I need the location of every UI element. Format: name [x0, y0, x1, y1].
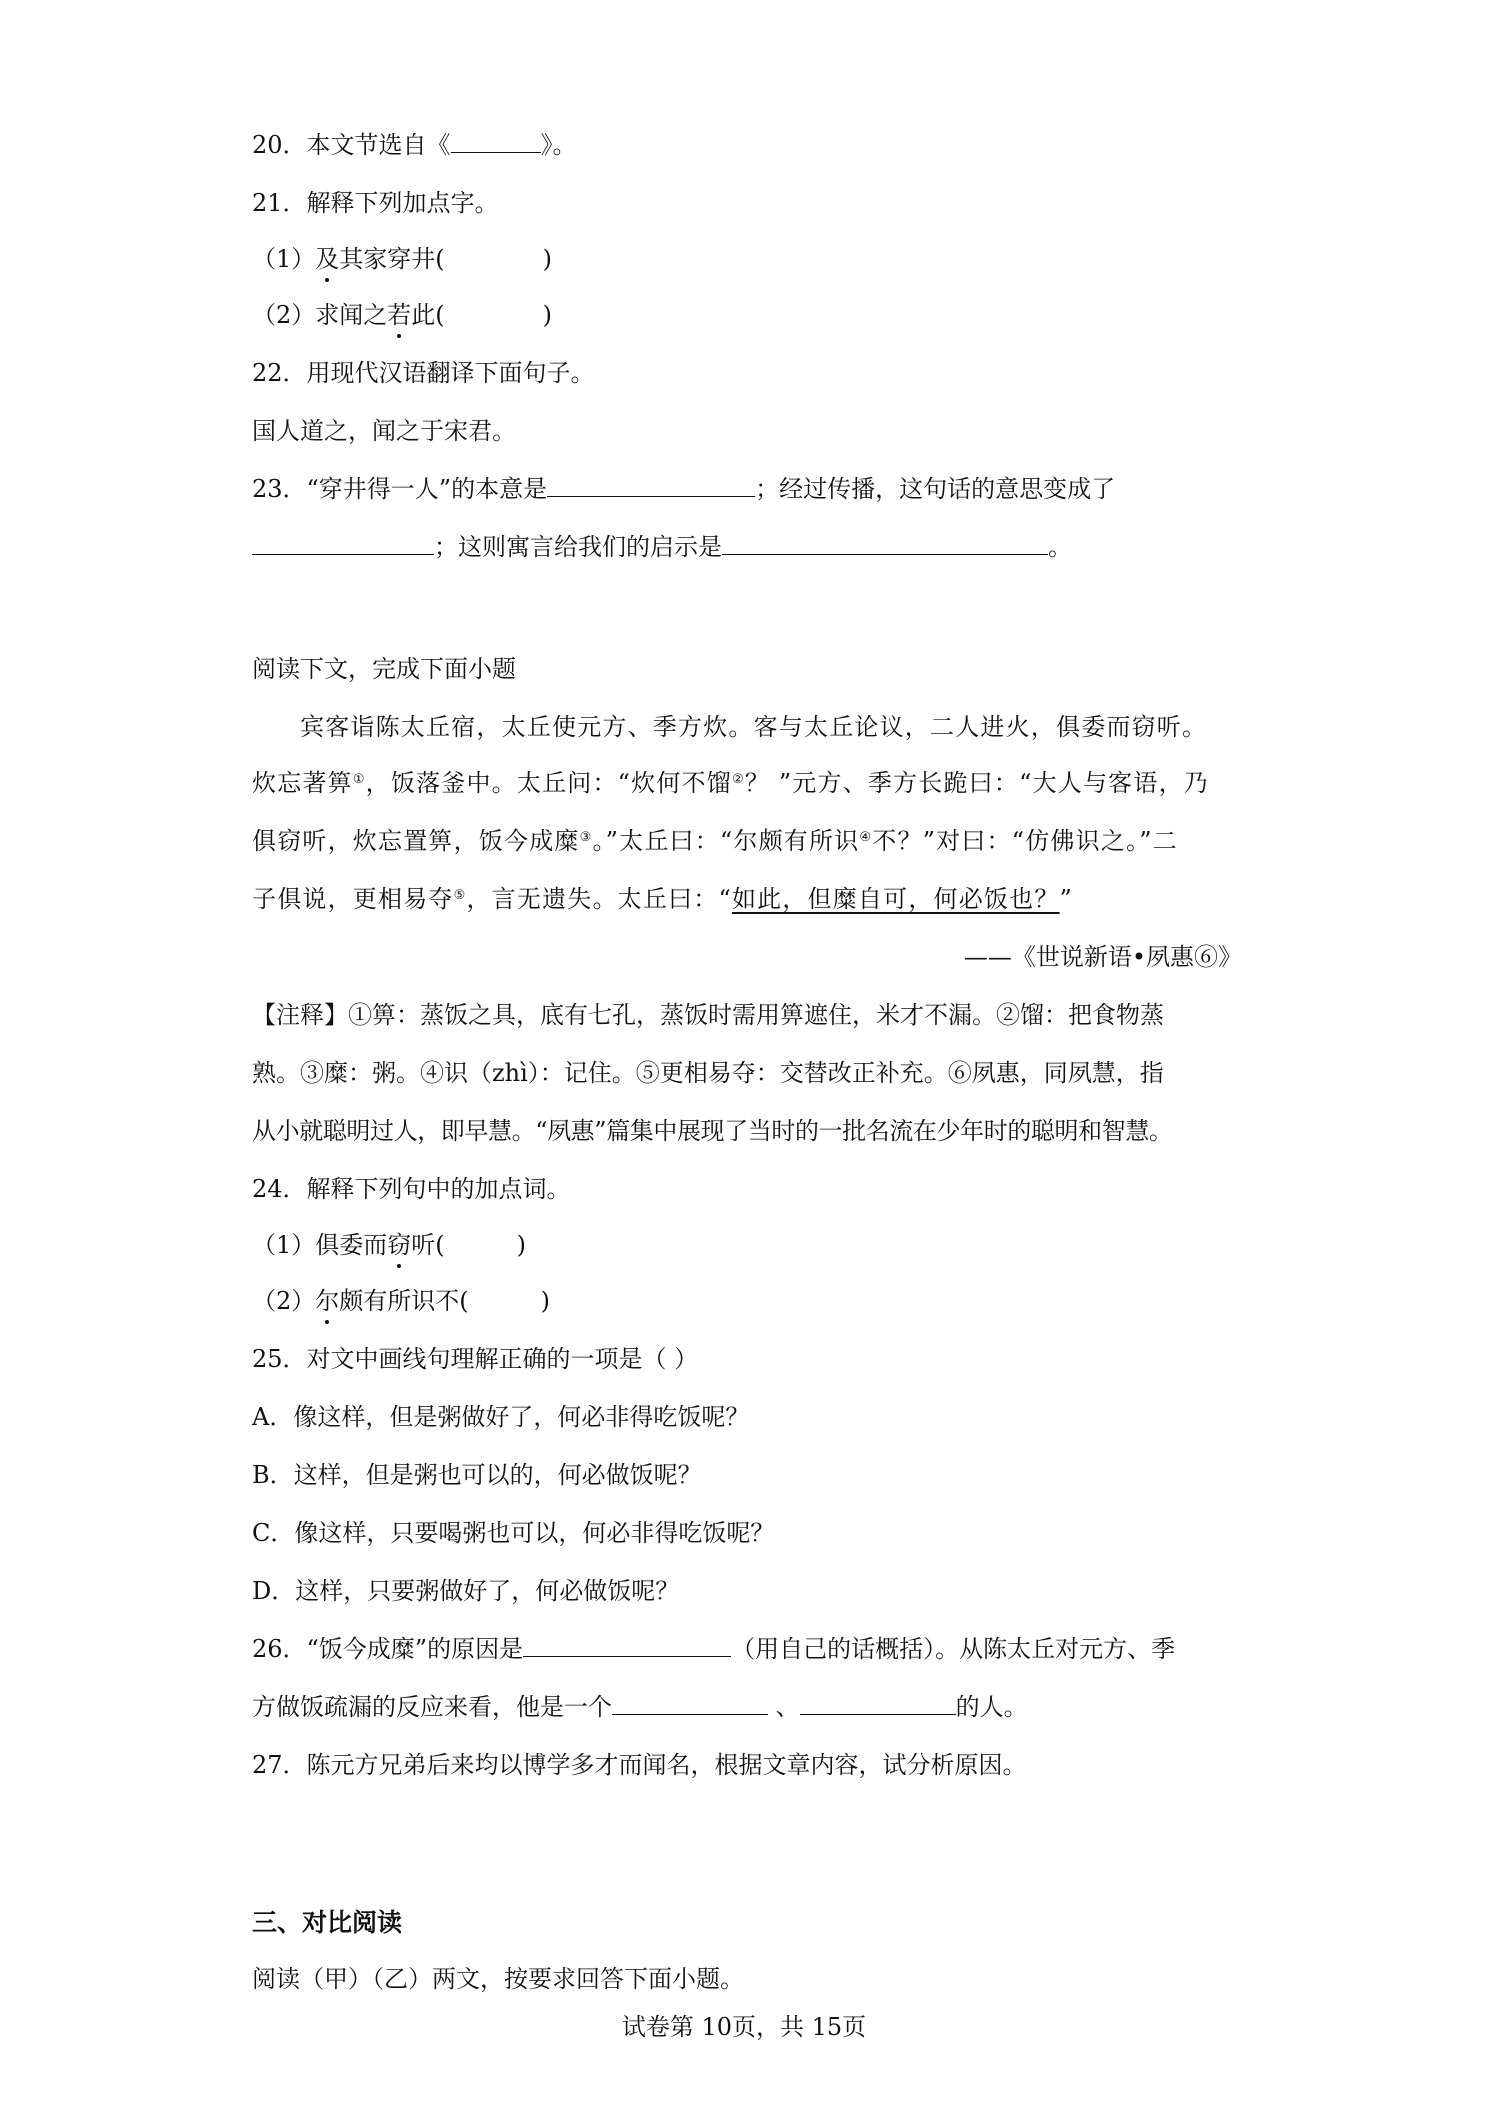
- passage-source: ——《世说新语•夙惠⑥》: [963, 943, 1242, 971]
- question-27: 27．陈元方兄弟后来均以博学多才而闻名，根据文章内容，试分析原因。: [252, 1751, 1027, 1779]
- item-text-end: 此(: [411, 301, 445, 329]
- item-text: 其家穿井(: [339, 245, 445, 273]
- passage-text: ，饭落釜中。太丘问：“炊何不馏: [365, 769, 732, 797]
- q26-text-3: 方做饭疏漏的反应来看，他是一个: [252, 1693, 612, 1721]
- q23-text-end: 。: [1048, 533, 1072, 561]
- item-text: （2）求闻之: [252, 301, 388, 329]
- passage-text: ？ ”元方、季方长跪曰：“大人与客语，乃: [744, 769, 1209, 797]
- passage-line-1: 宾客诣陈太丘宿，太丘使元方、季方炊。客与太丘论议，二人进火，俱委而窃听。: [300, 713, 1208, 741]
- question-21-item-1: [252, 242, 1242, 276]
- annotation-line-2: 熟。③糜：粥。④识（zhì）：记住。⑤更相易夺：交替改正补充。⑥夙惠，同夙慧，指: [252, 1059, 1164, 1087]
- passage-text: 。”太丘曰：“尔颇有所识: [592, 827, 860, 855]
- question-22-title: 22．用现代汉语翻译下面句子。: [252, 359, 595, 387]
- q23-blank-2[interactable]: [252, 530, 434, 555]
- q26-text-end: 的人。: [955, 1693, 1028, 1721]
- q20-text: 20．本文节选自《: [252, 131, 451, 159]
- passage-text: ”: [1059, 885, 1074, 913]
- close-paren: ): [542, 301, 553, 329]
- option-c[interactable]: C．像这样，只要喝粥也可以，何必非得吃饭呢？: [252, 1519, 775, 1547]
- footnote-marker: ④: [859, 830, 873, 845]
- question-24-item-1: [252, 1228, 1242, 1262]
- dotted-char: 窃: [387, 1228, 411, 1262]
- option-a[interactable]: A．像这样，但是粥做好了，何必非得吃饭呢？: [252, 1403, 750, 1431]
- item-number: （1）: [252, 245, 316, 273]
- page-footer: 试卷第 10页，共 15页: [621, 2013, 867, 2041]
- annotation-line-1: 【注释】①箅：蒸饭之具，底有七孔，蒸饭时需用箅遮住，米才不漏。②馏：把食物蒸: [252, 1001, 1164, 1029]
- question-23-line-1: [252, 472, 1242, 506]
- section-heading: 三、对比阅读: [252, 1908, 403, 1937]
- question-21-item-2: [252, 298, 1242, 332]
- passage-text: 炊忘著箅: [252, 769, 353, 797]
- item-text: （1）俱委而: [252, 1231, 388, 1259]
- question-23-line-2: [252, 530, 1242, 564]
- underlined-sentence: 如此，但糜自可，何必饭也？: [731, 885, 1060, 913]
- close-paren: ): [516, 1231, 527, 1259]
- close-paren: ): [540, 1287, 551, 1315]
- close-paren: ): [542, 245, 553, 273]
- reading-intro: 阅读下文，完成下面小题: [252, 655, 516, 683]
- question-26-line-2: [252, 1690, 1242, 1724]
- q23-text: 23．“穿井得一人”的本意是: [252, 475, 548, 503]
- passage-text: 不？”对曰：“仿佛识之。”二: [872, 827, 1178, 855]
- item-number: （2）: [252, 1287, 316, 1315]
- section-intro: 阅读（甲）（乙）两文，按要求回答下面小题。: [252, 1965, 744, 1993]
- passage-line-4: [252, 882, 1242, 916]
- q26-blank-2[interactable]: [612, 1690, 768, 1715]
- question-25-title: 25．对文中画线句理解正确的一项是（ ）: [252, 1345, 699, 1373]
- q23-blank-1[interactable]: [547, 472, 755, 497]
- item-text-end: 颇有所识不(: [339, 1287, 469, 1315]
- option-b[interactable]: B．这样，但是粥也可以的，何必做饭呢？: [252, 1461, 702, 1489]
- q26-text-2: （用自己的话概括）。从陈太丘对元方、季: [731, 1635, 1176, 1663]
- dotted-char: 若: [387, 298, 411, 332]
- item-text-end: 听(: [411, 1231, 445, 1259]
- passage-line-2: [252, 766, 1242, 800]
- question-22-sentence: 国人道之，闻之于宋君。: [252, 417, 516, 445]
- footnote-marker: ③: [579, 830, 593, 845]
- dotted-char: 尔: [315, 1284, 339, 1318]
- q20-text-end: 》。: [540, 131, 577, 159]
- question-26-line-1: [252, 1632, 1242, 1666]
- passage-text: ，言无遗失。太丘曰：“: [466, 885, 732, 913]
- passage-text: 俱窃听，炊忘置箅，饭今成糜: [252, 827, 580, 855]
- passage-line-3: [252, 824, 1242, 858]
- option-d[interactable]: D．这样，只要粥做好了，何必做饭呢？: [252, 1577, 680, 1605]
- question-21-title: 21．解释下列加点字。: [252, 189, 499, 217]
- question-24-item-2: [252, 1284, 1242, 1318]
- passage-text: 子俱说，更相易夺: [252, 885, 454, 913]
- footnote-marker: ②: [731, 772, 745, 787]
- footnote-marker: ①: [352, 772, 366, 787]
- dotted-char: 及: [315, 242, 339, 276]
- q26-blank-1[interactable]: [523, 1632, 731, 1657]
- q20-blank[interactable]: [451, 128, 541, 153]
- q23-blank-3[interactable]: [722, 530, 1048, 555]
- q26-blank-3[interactable]: [800, 1690, 956, 1715]
- question-20: [252, 128, 1242, 162]
- footnote-marker: ⑤: [453, 888, 467, 903]
- q23-text-2: ；经过传播，这句话的意思变成了: [755, 475, 1116, 503]
- q26-separator: 、: [768, 1693, 800, 1721]
- q26-text: 26．“饭今成糜”的原因是: [252, 1635, 524, 1663]
- q23-text-3: ；这则寓言给我们的启示是: [434, 533, 722, 561]
- question-24-title: 24．解释下列句中的加点词。: [252, 1175, 571, 1203]
- annotation-line-3: 从小就聪明过人，即早慧。“夙惠”篇集中展现了当时的一批名流在少年时的聪明和智慧。: [252, 1117, 1173, 1145]
